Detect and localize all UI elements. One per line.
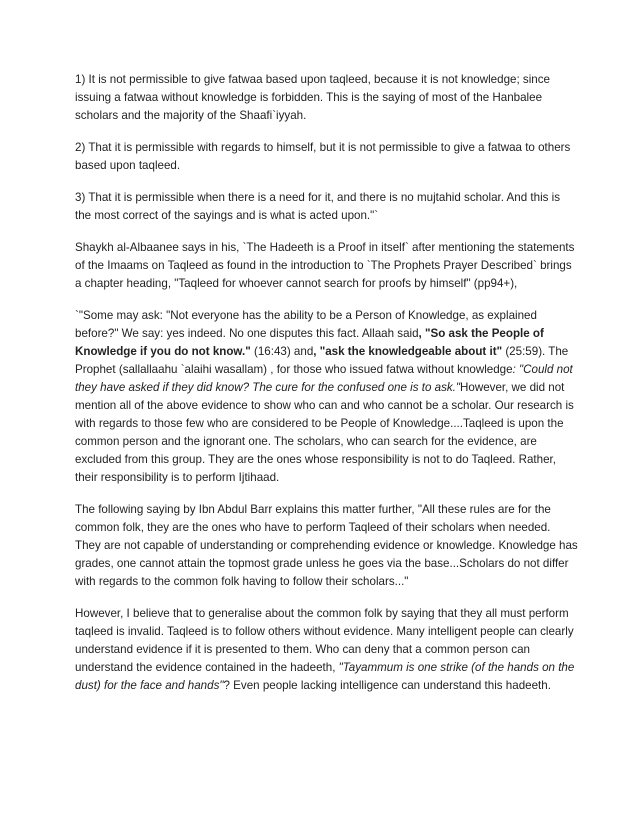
paragraph-6 — [75, 501, 578, 591]
paragraph-1 — [75, 71, 578, 125]
paragraph-3 — [75, 189, 578, 225]
paragraph-5 — [75, 307, 578, 487]
paragraph-text: (25:59). The Prophet (sallallaahu `alaihi wasallam) , for those who issued fatwa without knowledge — [75, 345, 569, 376]
paragraph-7 — [75, 605, 578, 695]
italic-quote: "Tayammum is one strike (of the hands on the dust) for the face and hands" — [75, 661, 575, 692]
paragraph-4 — [75, 239, 578, 293]
paragraph-2 — [75, 139, 578, 175]
paragraph-text: 2) That it is permissible with regards to himself, but it is not permissible to give a fatwaa to others based upon taqleed. — [75, 141, 571, 172]
italic-quote: : "Could not they have asked if they did know? The cure for the confused one is to ask." — [75, 363, 573, 394]
paragraph-text: Shaykh al-Albaanee says in his, `The Hadeeth is a Proof in itself` after mentioning the statements of the Imaams on Taqleed as found in the introduction to `The Prophets Prayer Described` brings a chapter heading, "Taqleed for whoever cannot search for proofs by himself" (pp94+), — [75, 241, 575, 290]
paragraph-text: However, I believe that to generalise about the common folk by saying that they all must perform taqleed is invalid. Taqleed is to follow others without evidence. Many intelligent people can clearly understand evidence if it is presented to them. Who can deny that a common person can understand the evidence contained in the hadeeth, — [75, 607, 574, 674]
paragraph-text: 3) That it is permissible when there is a need for it, and there is no mujtahid scholar. And this is the most correct of the sayings and is what is acted upon."` — [75, 191, 561, 222]
paragraph-text: ? Even people lacking intelligence can understand this hadeeth. — [223, 679, 551, 692]
paragraph-text: 1) It is not permissible to give fatwaa based upon taqleed, because it is not knowledge; since issuing a fatwaa without knowledge is forbidden. This is the saying of most of the Hanbalee scholars and the majority of the Shaafi`iyyah. — [75, 73, 550, 122]
paragraph-text: However, we did not mention all of the above evidence to show who can and who cannot be a scholar. Our research is with regards to those few who are considered to be People of Knowledge....Taqleed is upon the common person and the ignorant one. The scholars, who can search for the evidence, are excluded from this group. They are the ones whose responsibility is not to do Taqleed. Rather, their responsibility is to perform Ijtihaad. — [75, 381, 574, 484]
bold-quote: , "So ask the People of Knowledge if you do not know." — [75, 327, 544, 358]
paragraph-text: The following saying by Ibn Abdul Barr explains this matter further, "All these rules are for the common folk, they are the ones who have to perform Taqleed of their scholars when needed. They are not capable of understanding or comprehending evidence or knowledge. Knowledge has grades, one cannot attain the topmost grade unless he goes via the base...Scholars do not differ with regards to the common folk having to follow their scholars..." — [75, 503, 578, 588]
paragraph-text: `"Some may ask: "Not everyone has the ability to be a Person of Knowledge, as explained before?" We say: yes indeed. No one disputes this fact. Allaah said — [75, 309, 537, 340]
bold-quote: , "ask the knowledgeable about it" — [313, 345, 503, 358]
paragraph-text: (16:43) and — [250, 345, 314, 358]
